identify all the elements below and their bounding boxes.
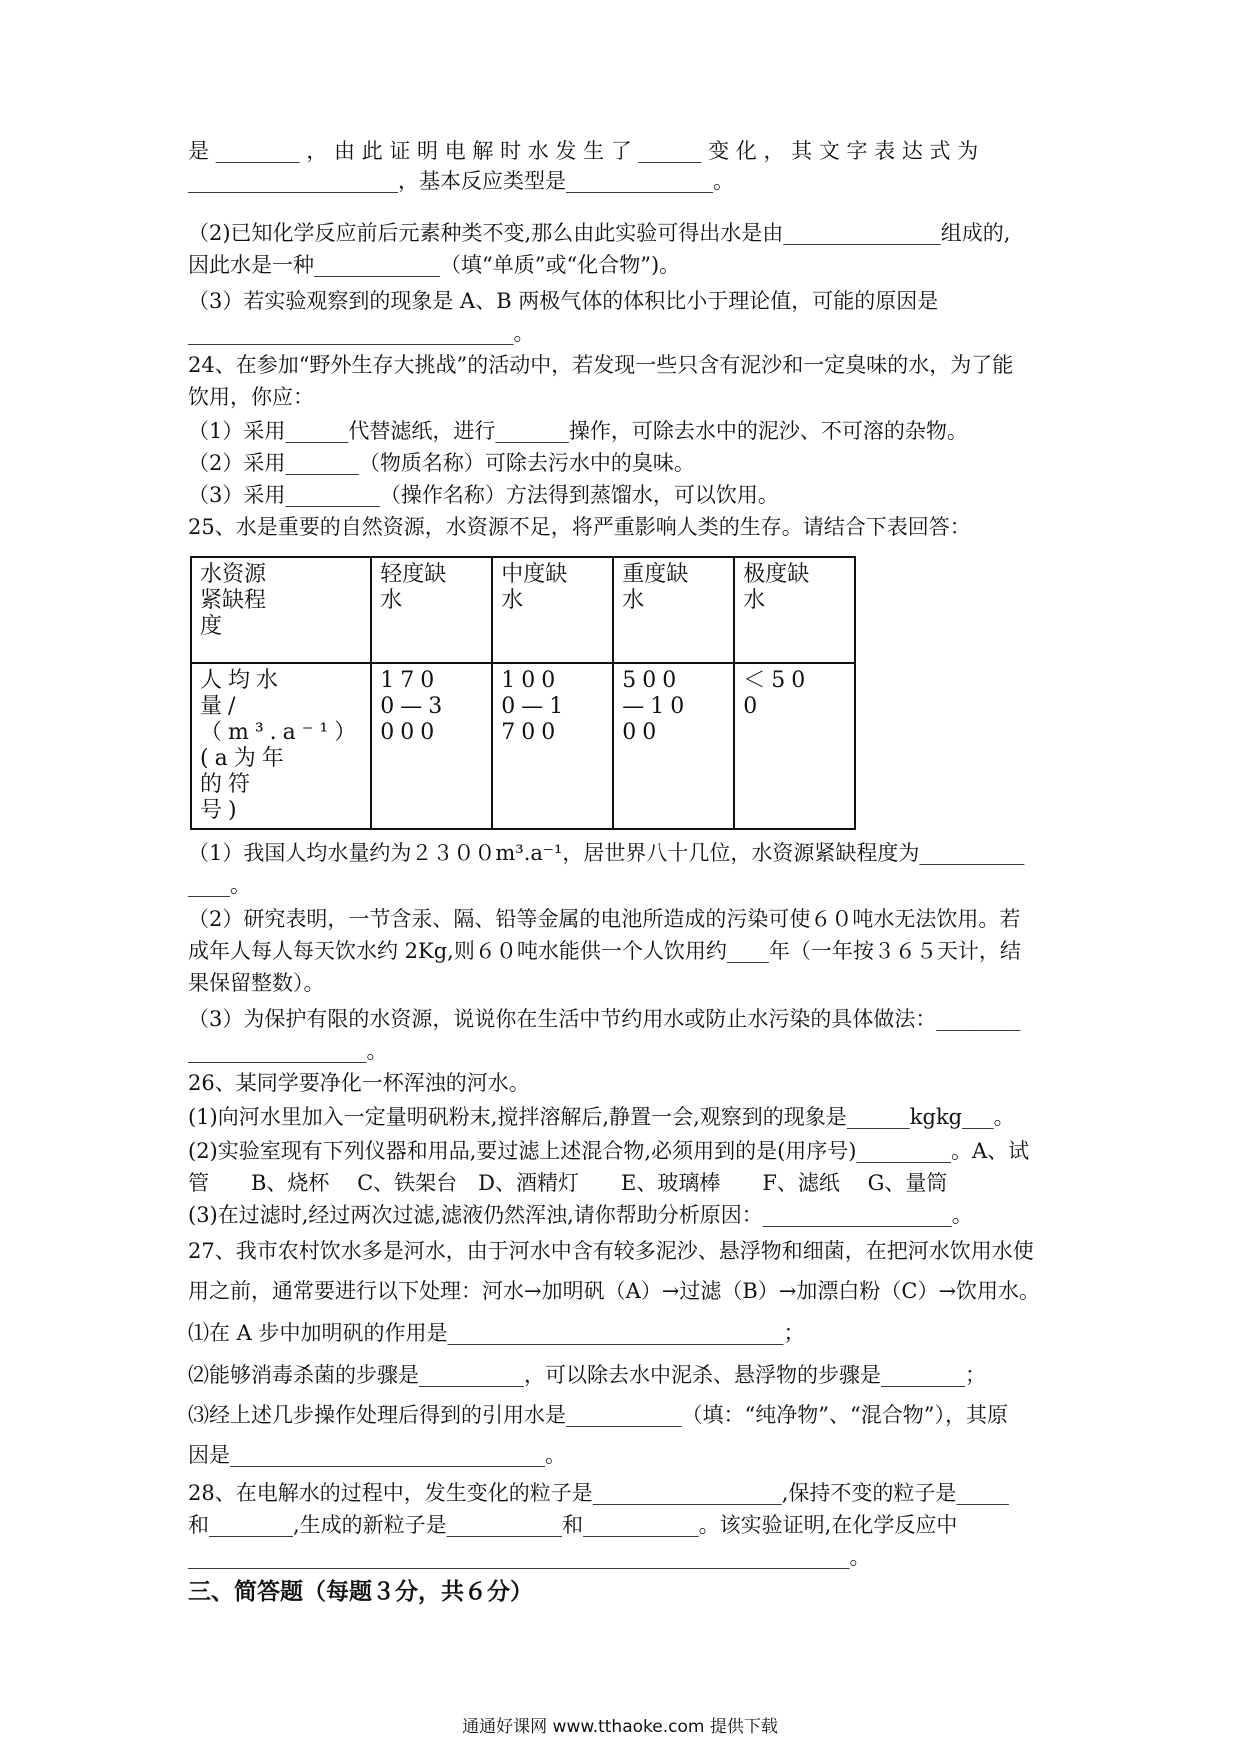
text-line: _______________________________________________________________。 bbox=[188, 1545, 871, 1569]
text-line: ⑴在 A 步中加明矾的作用是________________________________； bbox=[188, 1321, 805, 1345]
text-line: _______________________________。 bbox=[188, 321, 535, 345]
text-line: 管 B、烧杯 C、铁架台 D、酒精灯 E、玻璃棒 F、滤纸 G、量筒 bbox=[188, 1171, 948, 1195]
text-line: 28、在电解水的过程中，发生变化的粒子是__________________,保持不变的粒子是_____ bbox=[188, 1481, 1009, 1505]
text-line: （3）采用_________（操作名称）方法得到蒸馏水，可以饮用。 bbox=[188, 483, 779, 507]
table-row bbox=[191, 663, 855, 829]
table-header-row bbox=[191, 557, 855, 663]
text-line: 因此水是一种____________（填“单质”或“化合物”)。 bbox=[188, 253, 681, 277]
table-cell: 500 —10 00 bbox=[613, 663, 734, 829]
text-line: 饮用，你应： bbox=[188, 385, 314, 409]
text-line: （2）研究表明，一节含汞、隔、铅等金属的电池所造成的污染可使６０吨水无法饮用。若 bbox=[188, 907, 1021, 931]
text-line: ____。 bbox=[188, 873, 251, 897]
text-line: （2)已知化学反应前后元素种类不变,那么由此实验可得出水是由_______________组成的, bbox=[188, 221, 1011, 245]
text-line: ____________________，基本反应类型是______________。 bbox=[188, 169, 734, 193]
table-cell: 170 0—3 000 bbox=[371, 663, 492, 829]
text-line: ⑵能够消毒杀菌的步骤是__________，可以除去水中泥杀、悬浮物的步骤是________； bbox=[188, 1363, 986, 1387]
footer-text: 通通好课网 www.tthaoke.com 提供下载 bbox=[462, 1717, 778, 1737]
text-line: _________________。 bbox=[188, 1039, 388, 1063]
text-line: (1)向河水里加入一定量明矾粉末,搅拌溶解后,静置一会,观察到的现象是______kgkg___。 bbox=[188, 1105, 1015, 1129]
table-cell: 中度缺 水 bbox=[492, 557, 613, 663]
text-line: 27、我市农村饮水多是河水，由于河水中含有较多泥沙、悬浮物和细菌，在把河水饮用水使 bbox=[188, 1239, 1034, 1263]
text-line: 26、某同学要净化一杯浑浊的河水。 bbox=[188, 1071, 530, 1095]
text-line: ⑶经上述几步操作处理后得到的引用水是___________（填：“纯净物”、“混合物”），其原 bbox=[188, 1403, 1008, 1427]
table-cell: 重度缺 水 bbox=[613, 557, 734, 663]
text-line: （2）采用_______（物质名称）可除去污水中的臭味。 bbox=[188, 451, 695, 475]
table-cell: 水资源 紧缺程 度 bbox=[191, 557, 371, 663]
text-line: 25、水是重要的自然资源，水资源不足，将严重影响人类的生存。请结合下表回答： bbox=[188, 515, 971, 539]
text-line: （1）我国人均水量约为２３００m³.a⁻¹，居世界八十几位，水资源紧缺程度为__________ bbox=[188, 841, 1025, 865]
text-line: （1）采用______代替滤纸，进行_______操作，可除去水中的泥沙、不可溶的杂物。 bbox=[188, 419, 968, 443]
table-cell: 轻度缺 水 bbox=[371, 557, 492, 663]
text-line: (2)实验室现有下列仪器和用品,要过滤上述混合物,必须用到的是(用序号)_________。A、试 bbox=[188, 1139, 1030, 1163]
table-cell: 人均水 量/ （m³.a⁻¹） (a为年 的符 号) bbox=[191, 663, 371, 829]
water-scarcity-table bbox=[190, 556, 856, 830]
text-line: 果保留整数）。 bbox=[188, 971, 325, 995]
text-line: （3）为保护有限的水资源，说说你在生活中节约用水或防止水污染的具体做法：________ bbox=[188, 1007, 1021, 1031]
text-line: 因是______________________________。 bbox=[188, 1443, 566, 1467]
table-cell: 100 0—1 700 bbox=[492, 663, 613, 829]
text-line: 和________,生成的新粒子是___________和___________。该实验证明,在化学反应中 bbox=[188, 1513, 958, 1537]
text-line: （3）若实验观察到的现象是 A、B 两极气体的体积比小于理论值，可能的原因是 bbox=[188, 289, 939, 313]
text-line: 是 ________ ， 由 此 证 明 电 解 时 水 发 生 了 ______ 变 化 ， 其 文 字 表 达 式 为 bbox=[188, 139, 979, 163]
text-line: 成年人每人每天饮水约 2Kg,则６０吨水能供一个人饮用约____年（一年按３６５天计，结 bbox=[188, 939, 1021, 963]
table-cell: 极度缺 水 bbox=[734, 557, 855, 663]
section-title: 三、简答题（每题３分，共６分） bbox=[188, 1578, 533, 1605]
text-line: 24、在参加“野外生存大挑战”的活动中，若发现一些只含有泥沙和一定臭味的水，为了能 bbox=[188, 353, 1014, 377]
text-line: (3)在过滤时,经过两次过滤,滤液仍然浑浊,请你帮助分析原因：__________________。 bbox=[188, 1203, 973, 1227]
text-line: 用之前，通常要进行以下处理：河水→加明矾（A）→过滤（B）→加漂白粉（C）→饮用水。 bbox=[188, 1279, 1041, 1303]
table-cell: ＜50 0 bbox=[734, 663, 855, 829]
